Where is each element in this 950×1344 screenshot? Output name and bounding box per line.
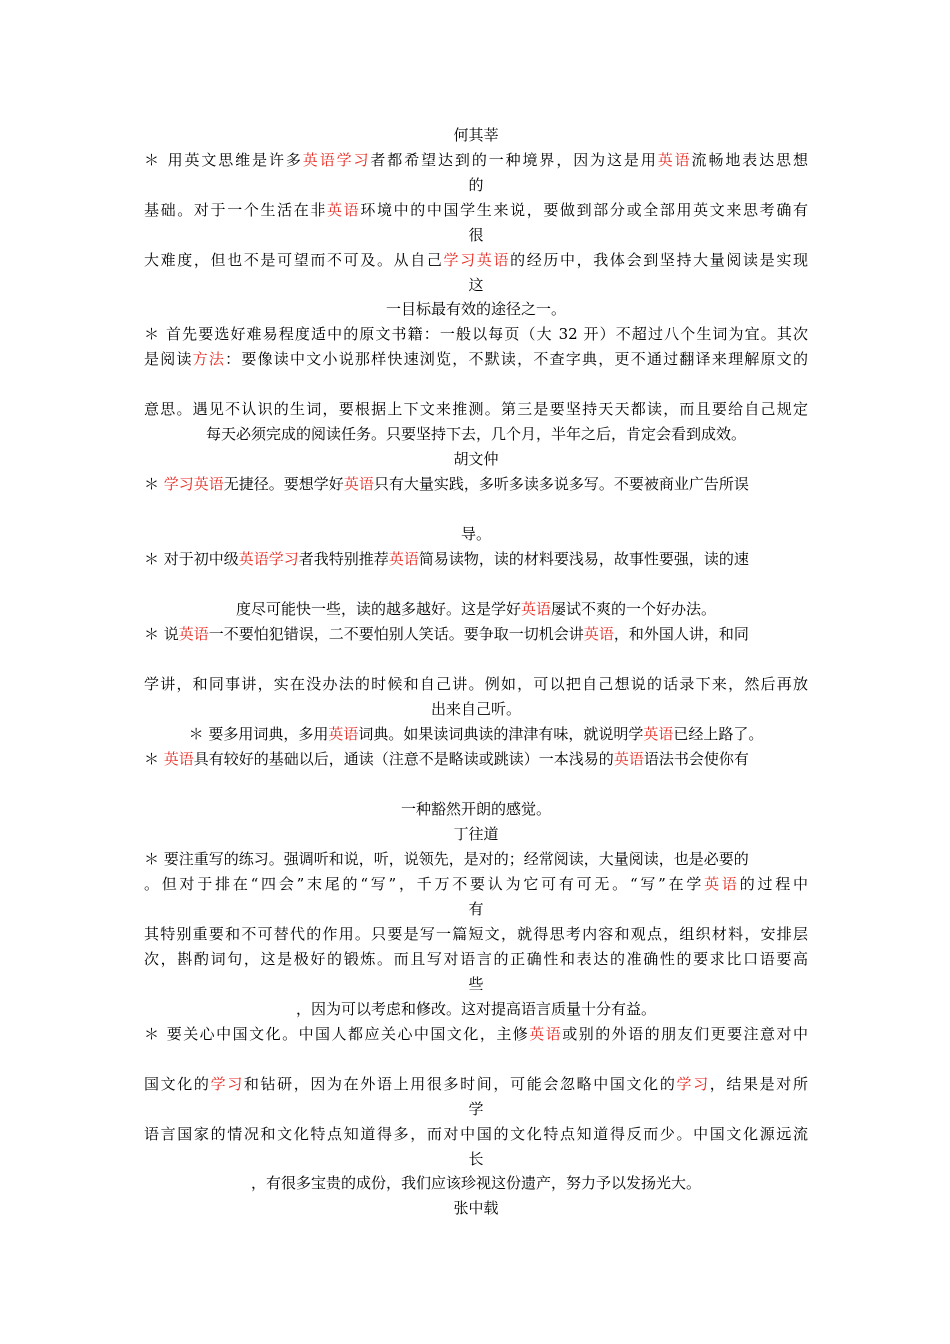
text-line	[144, 847, 808, 871]
text-line	[144, 872, 808, 896]
text-line	[144, 922, 808, 946]
text-segment: 这	[468, 276, 484, 294]
text-segment: 的过程中	[739, 875, 808, 893]
highlighted-keyword: 英语	[343, 475, 374, 493]
text-line	[144, 397, 808, 421]
highlighted-keyword: 英语	[327, 201, 361, 219]
text-segment: 简易读物，读的材料要浅易，故事性要强，读的速	[418, 550, 749, 568]
text-line	[144, 273, 808, 297]
text-line	[144, 722, 808, 746]
highlighted-keyword: 英语	[643, 725, 674, 743]
text-line	[144, 297, 808, 321]
text-segment: 一目标最有效的途径之一。	[385, 300, 566, 318]
text-segment: ＊ 首先要选好难易程度适中的原文书籍：一般以每页（大 32 开）不超过八个生词为宜。其次	[144, 325, 808, 343]
text-segment: 者我特别推荐	[298, 550, 389, 568]
text-segment: 已经上路了。	[673, 725, 764, 743]
highlighted-keyword: 方法	[192, 350, 226, 368]
text-segment: 。但对于排在“四会”末尾的“写”，千万不要认为它可有可无。“写”在学	[144, 875, 705, 893]
highlighted-keyword: 英语	[178, 625, 209, 643]
text-line	[144, 597, 808, 621]
highlighted-keyword: 英语	[704, 875, 740, 893]
text-segment: 语法书会使你有	[643, 750, 749, 768]
text-line	[144, 447, 808, 471]
text-segment: 些	[468, 975, 484, 993]
text-segment: ，结果是对所	[709, 1075, 808, 1093]
text-segment: 语言国家的情况和文化特点知道得多，而对中国的文化特点知道得反而少。中国文化源远流	[144, 1125, 808, 1143]
text-segment: ＊ 说	[144, 625, 179, 643]
highlighted-keyword: 英语	[583, 625, 614, 643]
text-line	[144, 173, 808, 197]
text-segment: ，有很多宝贵的成份，我们应该珍视这份遗产，努力予以发扬光大。	[250, 1174, 701, 1192]
text-line	[144, 1147, 808, 1171]
highlighted-keyword: 英语学习	[238, 550, 299, 568]
text-segment: 是阅读	[144, 350, 193, 368]
text-segment: 丁往道	[453, 825, 499, 843]
text-line	[144, 622, 808, 646]
text-segment: 和钻研，因为在外语上用很多时间，可能会忽略中国文化的	[243, 1075, 677, 1093]
text-segment: 长	[468, 1150, 484, 1168]
text-segment: 环境中的中国学生来说，要做到部分或全部用英文来思考确有	[360, 201, 808, 219]
text-line	[144, 1022, 808, 1046]
text-line	[144, 1196, 808, 1220]
highlighted-keyword: 英语	[613, 750, 644, 768]
text-segment: 很	[468, 226, 484, 244]
text-segment: 大难度，但也不是可望而不可及。从自己	[144, 251, 444, 269]
text-segment: 基础。对于一个生活在非	[144, 201, 328, 219]
text-segment: ＊ 要关心中国文化。中国人都应关心中国文化，主修	[144, 1025, 530, 1043]
highlighted-keyword: 英语	[328, 725, 359, 743]
text-line	[144, 223, 808, 247]
text-segment: 者都希望达到的一种境界，因为这是用	[370, 151, 658, 169]
highlighted-keyword: 英语学习	[302, 151, 371, 169]
text-segment: ＊ 用英文思维是许多	[144, 151, 303, 169]
text-line	[144, 672, 808, 696]
text-line	[144, 347, 808, 371]
text-segment: 无捷径。要想学好	[223, 475, 344, 493]
text-line	[144, 472, 808, 496]
text-segment: 流畅地表达思想	[691, 151, 808, 169]
text-line	[144, 947, 808, 971]
highlighted-keyword: 英语	[163, 750, 194, 768]
highlighted-keyword: 英语	[529, 1025, 563, 1043]
text-line	[144, 123, 808, 147]
text-segment: 导。	[460, 525, 491, 543]
text-segment: 一不要怕犯错误，二不要怕别人笑话。要争取一切机会讲	[208, 625, 584, 643]
text-segment: 学讲，和同事讲，实在没办法的时候和自己讲。例如，可以把自己想说的话录下来，然后再放	[144, 675, 808, 693]
text-line	[144, 822, 808, 846]
text-segment: ＊ 要多用词典，多用	[188, 725, 329, 743]
text-line	[144, 1122, 808, 1146]
highlighted-keyword: 学习	[676, 1075, 710, 1093]
text-segment: 或别的外语的朋友们更要注意对中	[562, 1025, 808, 1043]
text-line	[144, 1171, 808, 1195]
text-line	[144, 198, 808, 222]
text-line	[144, 522, 808, 546]
text-segment: 的经历中，我体会到坚持大量阅读是实现	[510, 251, 808, 269]
text-segment: 张中载	[453, 1199, 499, 1217]
text-segment: 意思。遇见不认识的生词，要根据上下文来推测。第三是要坚持天天都读，而且要给自己规定	[144, 400, 808, 418]
text-segment: ＊	[144, 475, 164, 493]
text-segment: 每天必须完成的阅读任务。只要坚持下去，几个月，半年之后，肯定会看到成效。	[205, 425, 746, 443]
text-segment: ：要像读中文小说那样快速浏览，不默读，不查字典，更不通过翻译来理解原文的	[225, 350, 808, 368]
text-segment: 只有大量实践，多听多读多说多写。不要被商业广告所误	[373, 475, 749, 493]
text-segment: 词典。如果读词典读的津津有味，就说明学	[358, 725, 644, 743]
highlighted-keyword: 学习	[210, 1075, 244, 1093]
text-line	[144, 697, 808, 721]
text-line	[144, 148, 808, 172]
text-line	[144, 797, 808, 821]
text-segment: 度尽可能快一些，读的越多越好。这是学好	[235, 600, 521, 618]
text-segment: 国文化的	[144, 1075, 211, 1093]
text-segment: 具有较好的基础以后，通读（注意不是略读或跳读）一本浅易的	[193, 750, 614, 768]
highlighted-keyword: 英语	[520, 600, 551, 618]
text-line	[144, 747, 808, 771]
highlighted-keyword: 英语	[388, 550, 419, 568]
text-segment: ＊ 对于初中级	[144, 550, 239, 568]
text-line	[144, 1097, 808, 1121]
text-segment: 出来自己听。	[430, 700, 521, 718]
text-segment: ，和外国人讲，和同	[613, 625, 749, 643]
text-line	[144, 972, 808, 996]
text-segment: 次，斟酌词句，这是极好的锻炼。而且写对语言的正确性和表达的准确性的要求比口语要高	[144, 950, 808, 968]
text-line	[144, 322, 808, 346]
highlighted-keyword: 英语	[657, 151, 692, 169]
text-segment: 学	[468, 1100, 484, 1118]
highlighted-keyword: 学习英语	[443, 251, 511, 269]
text-segment: ，因为可以考虑和修改。这对提高语言质量十分有益。	[295, 1000, 656, 1018]
text-segment: 胡文仲	[453, 450, 499, 468]
text-line	[144, 897, 808, 921]
text-line	[144, 547, 808, 571]
text-line	[144, 1072, 808, 1096]
highlighted-keyword: 学习英语	[163, 475, 224, 493]
text-line	[144, 248, 808, 272]
text-segment: 的	[468, 176, 484, 194]
text-line	[144, 422, 808, 446]
text-segment: 一种豁然开朗的感觉。	[400, 800, 551, 818]
text-segment: 有	[468, 900, 484, 918]
text-line	[144, 997, 808, 1021]
text-segment: 屡试不爽的一个好办法。	[551, 600, 717, 618]
text-segment: ＊ 要注重写的练习。强调听和说，听，说领先，是对的；经常阅读，大量阅读，也是必要的	[144, 850, 749, 868]
text-segment: ＊	[144, 750, 164, 768]
text-segment: 何其莘	[453, 126, 499, 144]
text-segment: 其特别重要和不可替代的作用。只要是写一篇短文，就得思考内容和观点，组织材料，安排层	[144, 925, 808, 943]
